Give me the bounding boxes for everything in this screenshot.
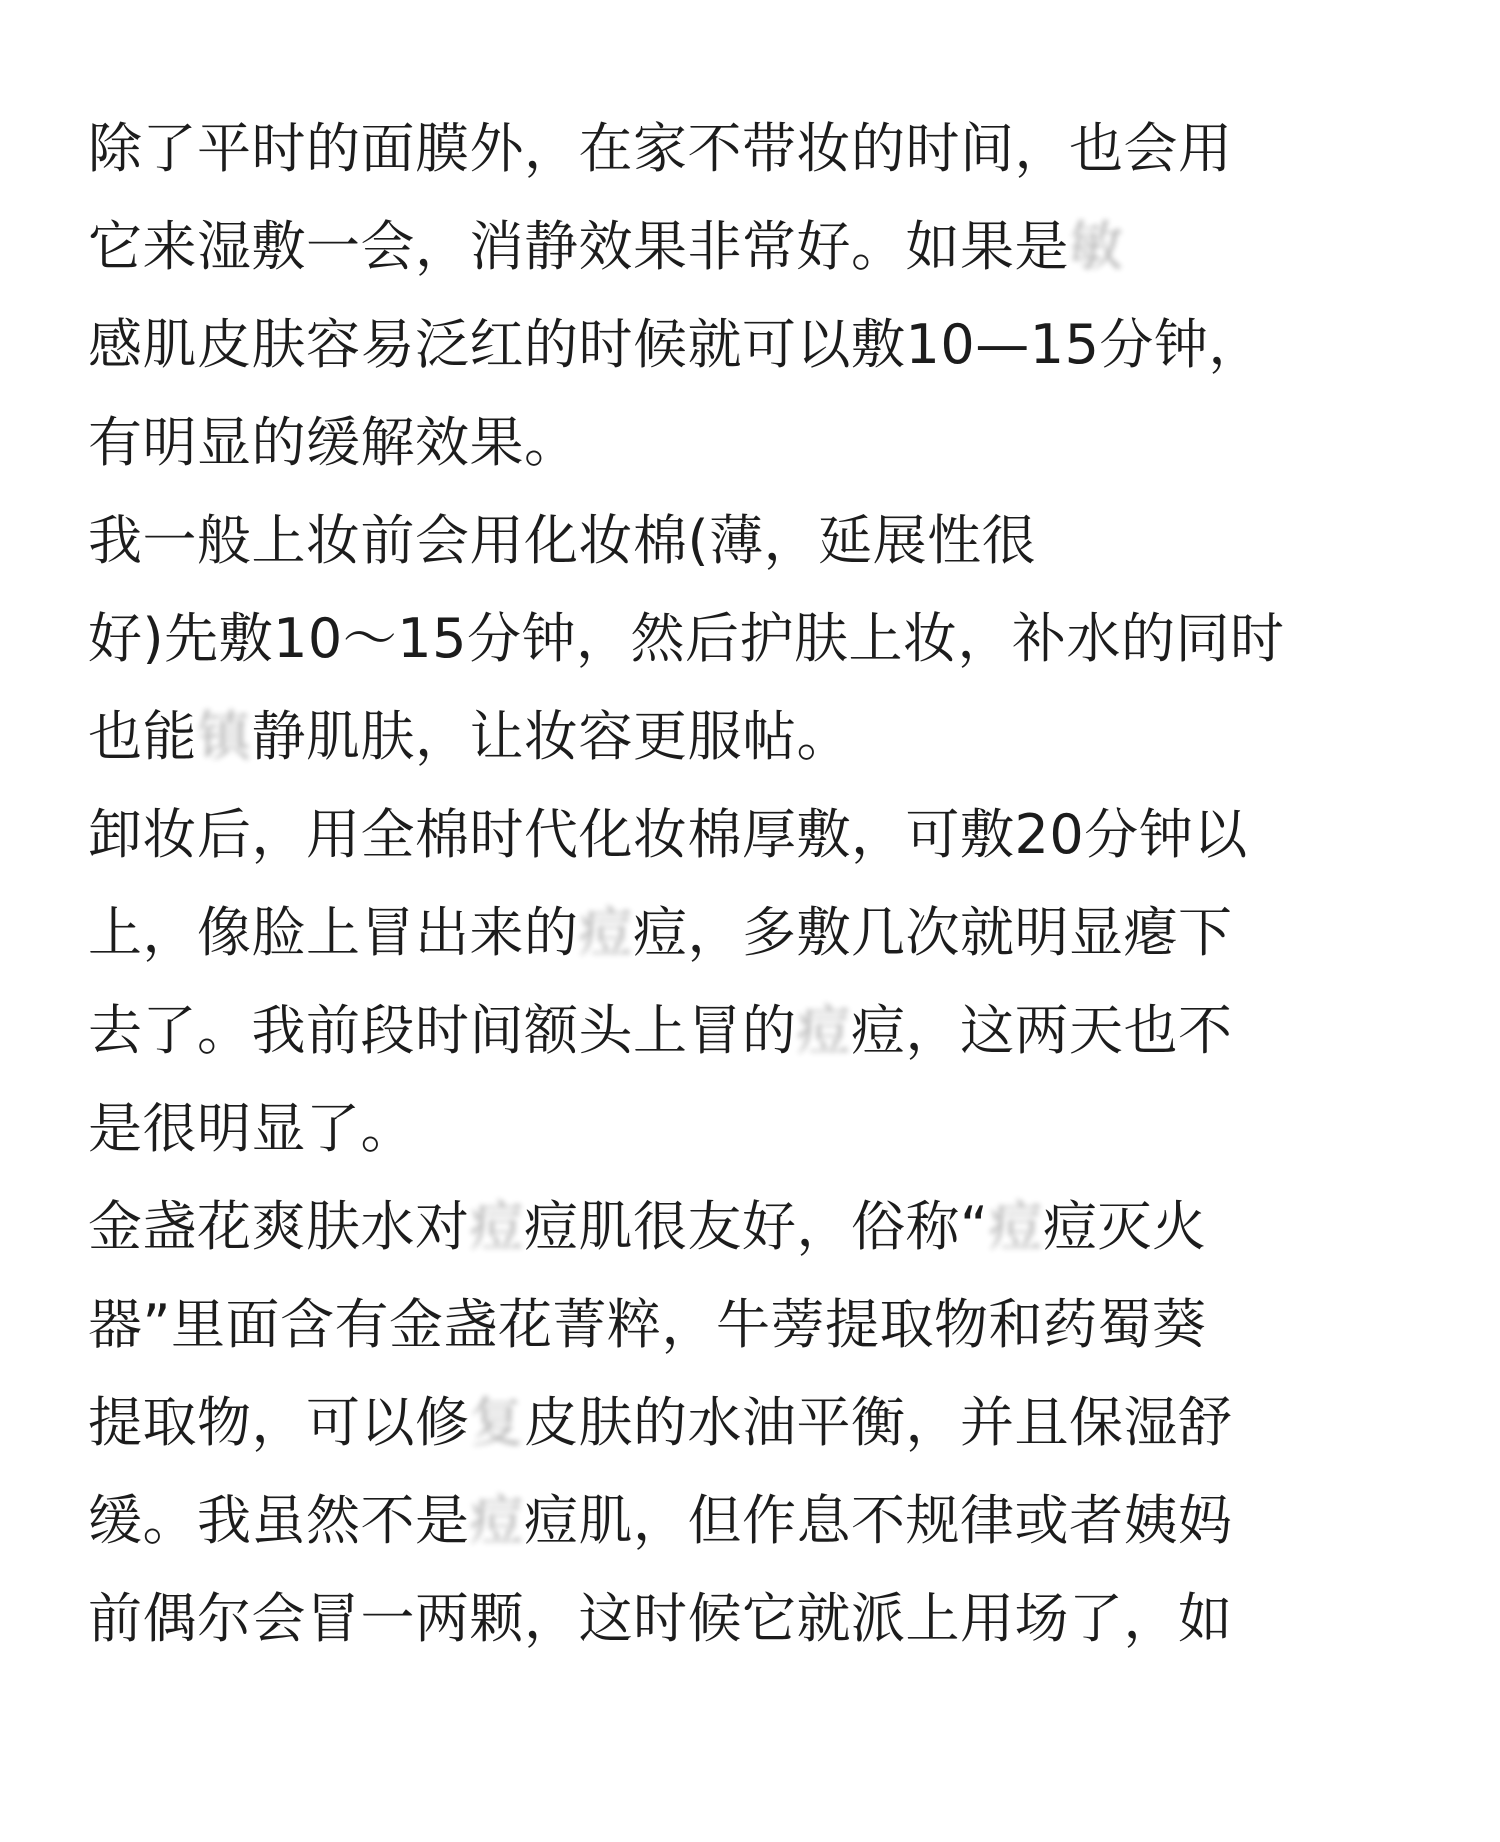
text-segment: 它来湿敷一会，消 (88, 215, 524, 278)
text-segment: 静效果非常好。如果是 (524, 215, 1069, 278)
text-line (88, 492, 1428, 590)
text-line: 有明显的缓解效果。 (88, 411, 579, 474)
text-line (88, 1374, 1428, 1472)
text-segment: 静肌肤，让妆容更服帖。 (251, 705, 851, 768)
text-segment: 也能 (88, 705, 197, 768)
text-line: 除了平时的面膜外，在家不带妆的时间，也会用 (88, 117, 1233, 180)
text-segment: 金盏花爽肤水对 (88, 1195, 470, 1258)
blurred-char: 痘 (469, 1195, 524, 1258)
text-line: 前偶尔会冒一两颗，这时候它就派上用场了，如 (88, 1587, 1233, 1650)
text-line (88, 1472, 1428, 1570)
text-segment: 去了。我前段时间额头上冒的 (88, 999, 797, 1062)
blurred-char: 痘 (469, 1489, 524, 1552)
text-line (88, 982, 1428, 1080)
text-line: 器”里面含有金盏花菁粹，牛蒡提取物和药蜀葵 (88, 1293, 1207, 1356)
text-line (88, 688, 1428, 786)
text-line: 卸妆后，用全棉时代化妆棉厚敷，可敷20分钟以 (88, 803, 1248, 866)
text-line: 好)先敷10～15分钟，然后护肤上妆，补水的同时 (88, 607, 1285, 670)
blurred-char: 痘 (796, 999, 851, 1062)
text-line: 是很明显了。 (88, 1097, 415, 1160)
text-segment: 缓。我虽然不是 (88, 1489, 470, 1552)
text-segment: 皮肤的水油平衡，并且保湿舒 (524, 1391, 1233, 1454)
blurred-char: 敏 (1069, 215, 1124, 278)
text-segment: 化妆棉(薄，延展性很 (524, 509, 1037, 572)
text-segment: 我一般上妆前会用 (88, 509, 524, 572)
text-segment: 痘肌很友好，俗称“ (524, 1195, 989, 1258)
text-segment: 提取物，可以修 (88, 1391, 470, 1454)
text-segment: 痘肌，但作息不规律或者姨妈 (524, 1489, 1233, 1552)
blurred-char: 痘 (578, 901, 633, 964)
text-segment: 痘，这两天也不 (851, 999, 1233, 1062)
blurred-char: 复 (469, 1391, 524, 1454)
article-body (88, 100, 1428, 1668)
text-line (88, 1178, 1428, 1276)
text-line (88, 198, 1428, 296)
text-segment: 上，像脸上冒出来的 (88, 901, 579, 964)
blurred-char: 痘 (988, 1195, 1043, 1258)
text-segment: 痘灭火 (1042, 1195, 1207, 1258)
text-segment: 痘，多敷几次就明显瘪下 (633, 901, 1233, 964)
blurred-char: 镇 (197, 705, 252, 768)
text-line: 感肌皮肤容易泛红的时候就可以敷10—15分钟， (88, 313, 1263, 376)
text-line (88, 884, 1428, 982)
